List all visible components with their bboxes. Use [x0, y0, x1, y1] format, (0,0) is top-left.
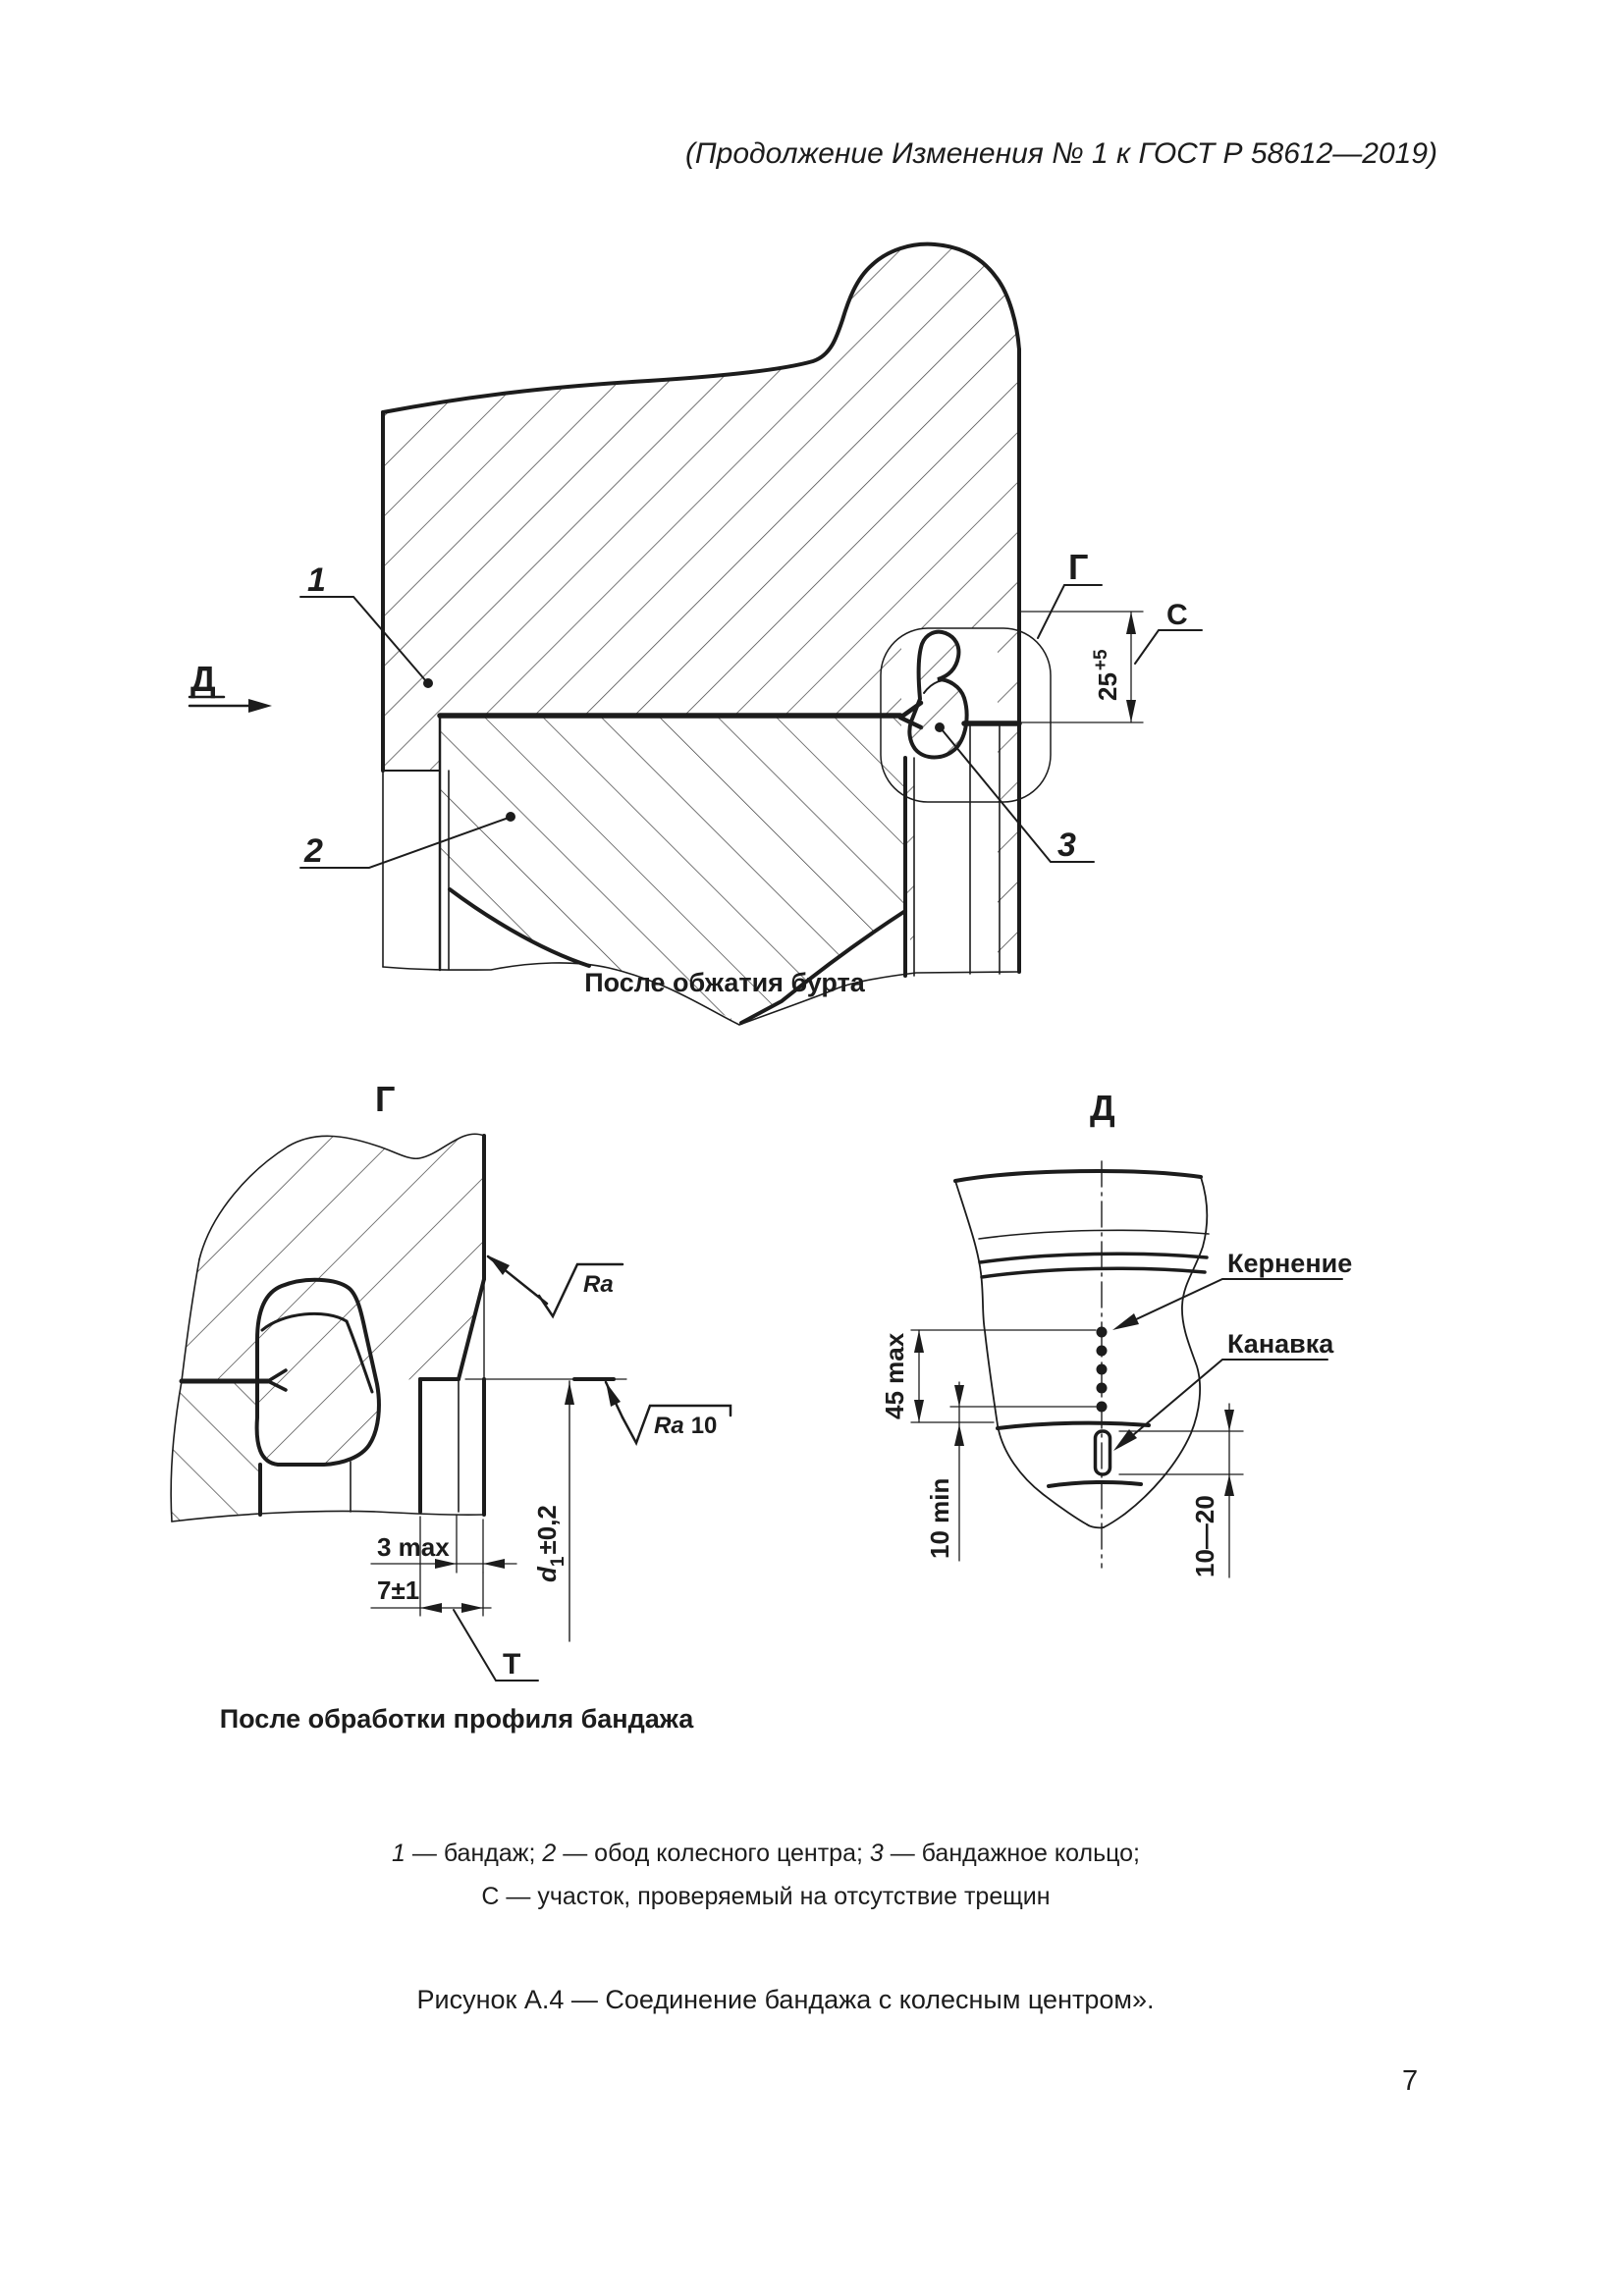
kernenie-text: Кернение — [1227, 1249, 1353, 1278]
legend-line-1: 1 — бандаж; 2 — обод колесного центра; 3 — бандажное кольцо; — [392, 1840, 1140, 1867]
section-view-after-crimping — [189, 244, 1202, 1025]
caption-after-machining: После обработки профиля бандажа — [219, 1704, 694, 1734]
figure-caption: Рисунок А.4 — Соединение бандажа с колесным центром». — [416, 1985, 1155, 2014]
page-number: 7 — [1402, 2065, 1419, 2097]
dim-3max-text: 3 max — [377, 1532, 450, 1562]
view-direction-arrow — [189, 697, 272, 713]
dimension-d1 — [565, 1381, 574, 1641]
kanavka-text: Канавка — [1227, 1329, 1334, 1359]
caption-after-crimping: После обжатия бурта — [584, 968, 865, 997]
pos-label-3: 3 — [1057, 827, 1076, 864]
view-d — [911, 1161, 1342, 1577]
figure-legend — [295, 1832, 1237, 1918]
pos-label-1: 1 — [307, 561, 326, 599]
dim-7pm1-text: 7±1 — [377, 1575, 420, 1605]
legend-line-2: С — участок, проверяемый на отсутствие трещин — [481, 1883, 1051, 1910]
t-label-text: Т — [503, 1648, 521, 1681]
dim-d1-text: $d_1\pm 0,2$ — [532, 1505, 568, 1582]
g-rim-hatch — [171, 1381, 268, 1522]
view-d-title: Д — [1090, 1088, 1115, 1128]
detail-view-g — [171, 1134, 731, 1681]
zone-c-label: С — [1166, 599, 1188, 631]
view-g-title: Г — [375, 1079, 396, 1119]
dim-10-20-text: 10—20 — [1190, 1495, 1219, 1577]
groove-slot — [1096, 1431, 1110, 1474]
detail-g-label: Г — [1068, 547, 1089, 587]
dimension-10min — [954, 1382, 964, 1561]
view-d-arrow-label: Д — [190, 659, 216, 699]
dimension-45max — [911, 1330, 1096, 1422]
ra-text: Ra — [583, 1271, 614, 1298]
page-header: (Продолжение Изменения № 1 к ГОСТ Р 58612—2019) — [684, 137, 1437, 170]
dim-45max-text: 45 max — [880, 1332, 909, 1419]
pos-label-2: 2 — [304, 832, 323, 870]
ra10-text: Ra 10 — [654, 1413, 718, 1439]
leader-kanavka — [1113, 1360, 1327, 1451]
dim-25plus5-text: $25^{+5}$ — [1091, 649, 1122, 701]
leader-t — [454, 1610, 538, 1681]
dim-10min-text: 10 min — [925, 1477, 954, 1559]
leader-kernenie — [1112, 1279, 1342, 1330]
leader-zone-c — [1135, 630, 1202, 664]
